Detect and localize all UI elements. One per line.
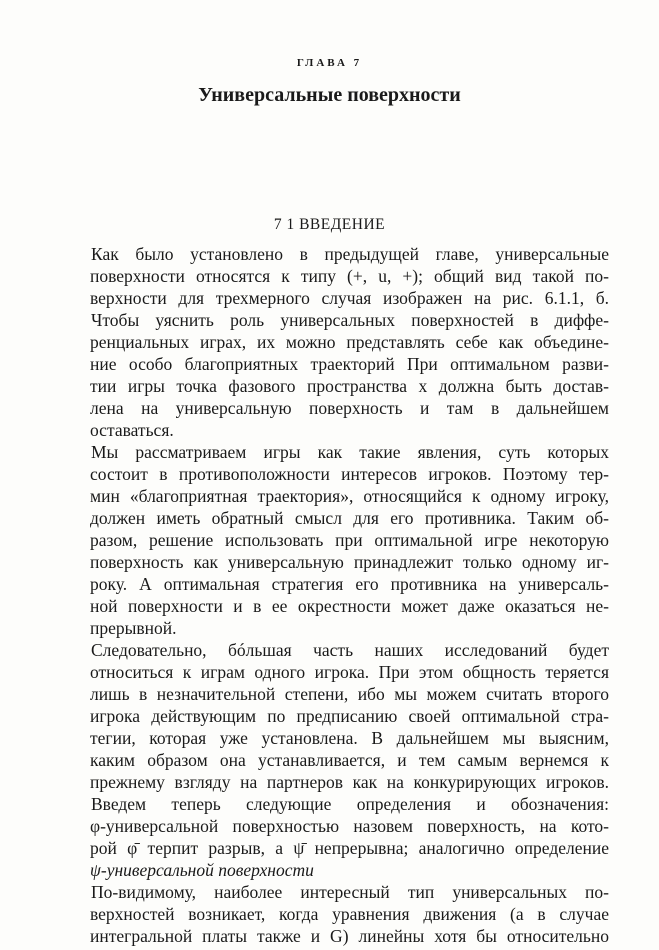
text-line: мин «благоприятная траектория», относящийся к одному игроку, — [90, 486, 609, 506]
text-line: року. А оптимальная стратегия его противника на универсаль- — [90, 574, 609, 594]
text-line: тии игры точка фазового пространства x должна быть достав- — [90, 376, 609, 396]
text-line: состоит в противоположности интересов игроков. Поэтому тер- — [90, 464, 609, 484]
text-line: прерывной. — [90, 618, 177, 638]
text-line: интегральной платы также и G) линейны хотя бы относительно — [90, 926, 609, 946]
text-line: ψ-универсальной поверхности — [90, 860, 314, 880]
text-line: поверхность как универсальную принадлежит только одному иг- — [90, 552, 609, 572]
text-line: Мы рассматриваем игры как такие явления, суть которых — [91, 442, 609, 462]
text-line: верхности для трехмерного случая изображен на рис. 6.1.1, б. — [90, 288, 609, 308]
text-line: прежнему взгляду на партнеров как на конкурирующих игроков. — [90, 772, 609, 792]
text-line: Чтобы уяснить роль универсальных поверхностей в диффе- — [91, 310, 609, 330]
text-line: игрока действующим по предписанию своей оптимальной стра- — [90, 706, 609, 726]
text-line: Следовательно, бóльшая часть наших исследований будет — [91, 640, 609, 660]
text-line: φ-универсальной поверхностью назовем поверхность, на кото- — [90, 816, 609, 836]
section-heading: 7 1 ВВЕДЕНИЕ — [273, 216, 386, 233]
text-line: ной поверхности и в ее окрестности может даже оказаться не- — [90, 596, 609, 616]
text-line: поверхности относятся к типу (+, u, +); общий вид такой по- — [90, 266, 609, 286]
text-line: относиться к играм одного игрока. При этом общность теряется — [90, 662, 609, 682]
chapter-title: Универсальные поверхности — [198, 84, 461, 106]
text-line: рой φ̄ терпит разрыв, а ψ̄ непрерывна; аналогично определение — [90, 838, 609, 858]
text-line: По-видимому, наиболее интересный тип универсальных по- — [91, 882, 609, 902]
text-line: лена на универсальную поверхность и там в дальнейшем — [90, 398, 609, 418]
text-line: Как было установлено в предыдущей главе, универсальные — [91, 244, 609, 264]
text-line: каким образом она устанавливается, и тем самым вернемся к — [90, 750, 609, 770]
text-line: оставаться. — [90, 420, 174, 440]
text-line: лишь в незначительной степени, ибо мы можем считать второго — [90, 684, 609, 704]
text-line: верхностей возникает, когда уравнения движения (а в случае — [90, 904, 609, 924]
text-line: разом, решение использовать при оптимальной игре некоторую — [90, 530, 609, 550]
text-line: Введем теперь следующие определения и обозначения: — [91, 794, 609, 814]
text-line: тегии, которая уже установлена. В дальнейшем мы выясним, — [90, 728, 609, 748]
text-line: должен иметь обратный смысл для его противника. Таким об- — [90, 508, 609, 528]
chapter-label: ГЛАВА 7 — [296, 57, 363, 69]
text-line: ренциальных играх, их можно представлять себе как объедине- — [90, 332, 609, 352]
text-line: ние особо благоприятных траекторий При оптимальном разви- — [90, 354, 609, 374]
